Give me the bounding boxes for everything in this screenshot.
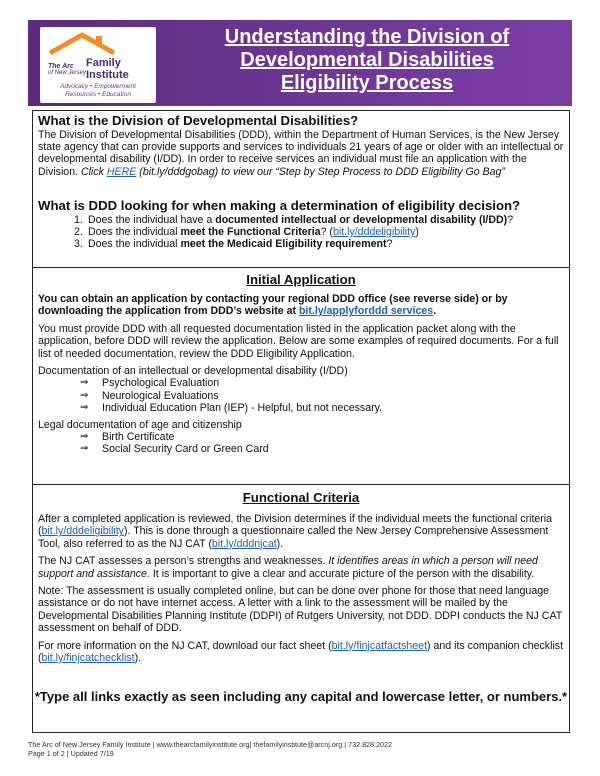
- legal-list: [38, 431, 564, 456]
- application-intro: You can obtain an application by contacting your regional DDD office (see reverse side) or by downloading the application from DDD’s website at bit.ly/applyforddd services.: [38, 293, 508, 318]
- logo-family-institute: Family Institute: [86, 57, 129, 81]
- finjcatchecklist-link[interactable]: bit.ly/finjcatchecklist: [41, 652, 135, 665]
- dddeligibility-link[interactable]: bit.ly/dddeligibility: [41, 525, 124, 538]
- initial-application-title: Initial Application: [246, 272, 356, 287]
- list-item: 1. Does the individual have a documented intellectual or developmental disability (I/DD)?: [74, 213, 514, 226]
- dddeligibility-link[interactable]: bit.ly/dddeligibility: [332, 225, 416, 238]
- footer-contact: The Arc of New Jersey Family Institute | www.thearcfamilyinstitute.org| thefamilyinstitute@arcnj.org | 732.828.2022: [28, 740, 393, 749]
- footer: [28, 740, 572, 758]
- fc-para-1: After a completed application is reviewed, the Division determines if the individual meets the functional criteria (bit.ly/dddeligibility). This is done through a questionnaire called the New Jersey Comprehensive Assessment Tool, also referred to as the NJ CAT (bit.ly/dddnjcat).: [38, 513, 553, 550]
- divider: [32, 484, 570, 485]
- initial-application-section: [38, 293, 564, 456]
- page-title: Understanding the Division of Developmental Disabilities Eligibility Process: [224, 26, 510, 94]
- footer-page: Page 1 of 2 | Updated 7/19: [28, 749, 114, 758]
- application-para: You must provide DDD with all requested documentation listed in the application packet along with the application, before DDD will review the application. Below are some examples of required documents. For a full list of needed documentation, review the DDD Eligibility Application.: [38, 322, 559, 360]
- applyforddd-link[interactable]: bit.ly/applyforddd services: [298, 305, 434, 318]
- dddnjcat-link[interactable]: bit.ly/dddnjcat: [211, 537, 277, 550]
- logo-tagline: Advocacy • Empowerment Resources • Education: [60, 83, 136, 98]
- looking-for-heading: What is DDD looking for when making a determination of eligibility decision?: [38, 198, 521, 213]
- list-item: ⇒ Individual Education Plan (IEP) - Helpful, but not necessary.: [80, 402, 564, 414]
- fc-para-3: Note: The assessment is usually completed online, but can be done over phone for those that need language assistance or do not have internet access. A letter with a link to the assessment will be mailed by the Developmental Disabilities Planning Institute (DDPI) of Rutgers University, not DDD. DDPI conducts the NJ CAT assessment on behalf of DDD.: [38, 585, 563, 635]
- functional-criteria-section: [38, 513, 564, 664]
- list-item: ⇒ Social Security Card or Green Card: [80, 443, 564, 455]
- doc-list: [38, 377, 564, 414]
- functional-criteria-title: Functional Criteria: [242, 490, 360, 505]
- divider: [32, 267, 570, 268]
- doc-label: Documentation of an intellectual or developmental disability (I/DD): [38, 365, 348, 378]
- what-is-heading: What is the Division of Developmental Disabilities?: [38, 113, 359, 128]
- what-is-section: [38, 114, 564, 178]
- logo-arc-text: The Arc of New Jersey: [48, 63, 87, 76]
- list-item: 2. Does the individual meet the Functional Criteria? (bit.ly/dddeligibility): [74, 225, 419, 238]
- list-item: ⇒ Birth Certificate: [80, 431, 564, 443]
- list-item: ⇒ Psychological Evaluation: [80, 377, 564, 389]
- legal-label: Legal documentation of age and citizenship: [38, 418, 242, 431]
- fc-para-2: The NJ CAT assesses a person’s strengths and weaknesses. It identifies areas in which a person will need support and assistance. It is important to give a clear and accurate picture of the person with the disability.: [38, 555, 538, 580]
- criteria-list: [38, 214, 564, 251]
- looking-for-section: [38, 199, 564, 251]
- list-item: 3. Does the individual meet the Medicaid Eligibility requirement?: [74, 238, 393, 251]
- what-is-body: The Division of Developmental Disabilities (DDD), within the Department of Human Services, is the New Jersey state agency that can provide supports and services to individuals 21 years of age or older with an intellectual or developmental disability (I/DD). In order to receive services an individual must file an application with the Division. Click HERE (bit.ly/dddgobag) to view our “Step by Step Process to DDD Eligibility Go Bag”: [38, 128, 564, 178]
- logo: [40, 27, 156, 103]
- final-note: *Type all links exactly as seen including any capital and lowercase letter, or numbers.*: [34, 689, 568, 704]
- here-link[interactable]: HERE: [106, 165, 137, 178]
- fc-para-4: For more information on the NJ CAT, download our fact sheet (bit.ly/finjcatfactsheet) and its companion checklist (bit.ly/finjcatchecklist).: [38, 639, 564, 665]
- list-item: ⇒ Neurological Evaluations: [80, 390, 564, 402]
- finjcatfactsheet-link[interactable]: bit.ly/finjcatfactsheet: [331, 639, 428, 652]
